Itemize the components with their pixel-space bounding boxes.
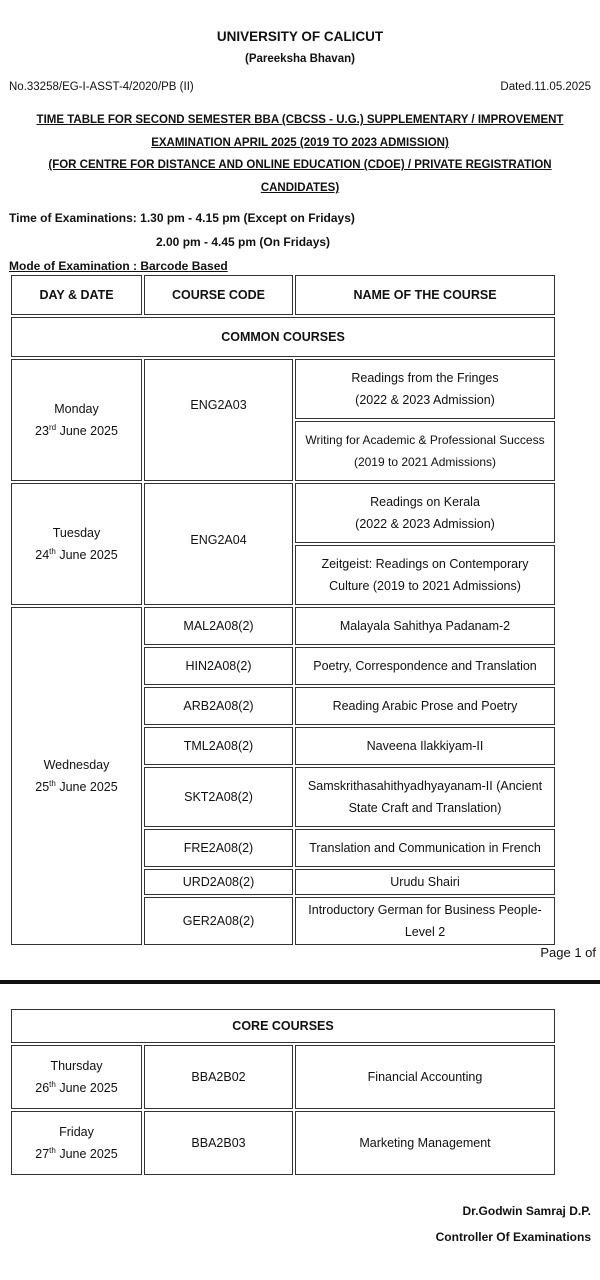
monday-course-code: ENG2A03: [144, 359, 293, 481]
timetable-page-1: [9, 273, 557, 947]
friday-day: Friday: [59, 1125, 94, 1139]
friday-course-code: BBA2B03: [144, 1111, 293, 1175]
time-fridays: 2.00 pm - 4.45 pm (On Fridays): [156, 235, 331, 249]
monday-course-1: Readings from the Fringes (2022 & 2023 Admission): [295, 359, 555, 419]
friday-course-name: Marketing Management: [295, 1111, 555, 1175]
course-name-fre: Translation and Communication in French: [295, 829, 555, 867]
monday-date-cell: [11, 359, 142, 481]
title-line-4: CANDIDATES): [260, 182, 340, 194]
tuesday-date: 24th June 2025: [35, 546, 118, 562]
wednesday-day: Wednesday: [43, 758, 110, 772]
tuesday-course-code: ENG2A04: [144, 483, 293, 605]
wednesday-date: 25th June 2025: [35, 778, 118, 794]
friday-date: 27th June 2025: [35, 1145, 118, 1161]
course-name-skt: Samskrithasahithyadhyayanam-II (Ancient State Craft and Translation): [295, 767, 555, 827]
page-number: Page 1 of: [540, 945, 596, 960]
course-name-hin: Poetry, Correspondence and Translation: [295, 647, 555, 685]
time-label: Time of Examinations:: [9, 211, 137, 225]
course-name-ger: Introductory German for Business People- Level 2: [295, 897, 555, 945]
course-code-hin: HIN2A08(2): [144, 647, 293, 685]
tuesday-course-2: Zeitgeist: Readings on Contemporary Culture (2019 to 2021 Admissions): [295, 545, 555, 605]
course-code-fre: FRE2A08(2): [144, 829, 293, 867]
signatory-designation: Controller Of Examinations: [435, 1230, 591, 1244]
dated: Dated.11.05.2025: [500, 81, 591, 93]
office-name: (Pareeksha Bhavan): [245, 53, 355, 65]
time-info-line-1: [9, 211, 355, 225]
course-name-arb: Reading Arabic Prose and Poetry: [295, 687, 555, 725]
header-day-date: DAY & DATE: [11, 275, 142, 315]
signatory-name: Dr.Godwin Samraj D.P.: [462, 1204, 591, 1218]
monday-day: Monday: [54, 402, 99, 416]
title-line-2: EXAMINATION APRIL 2025 (2019 TO 2023 ADMISSION): [151, 137, 449, 149]
course-code-ger: GER2A08(2): [144, 897, 293, 945]
core-courses-heading: CORE COURSES: [11, 1009, 555, 1043]
title-line-3: (FOR CENTRE FOR DISTANCE AND ONLINE EDUCATION (CDOE) / PRIVATE REGISTRATION: [48, 159, 552, 171]
course-code-tml: TML2A08(2): [144, 727, 293, 765]
university-name: UNIVERSITY OF CALICUT: [216, 29, 384, 44]
thursday-course-code: BBA2B02: [144, 1045, 293, 1109]
reference-number: No.33258/EG-I-ASST-4/2020/PB (II): [9, 81, 194, 93]
exam-mode: Mode of Examination : Barcode Based: [9, 259, 228, 273]
course-name-mal: Malayala Sahithya Padanam-2: [295, 607, 555, 645]
time-weekdays: 1.30 pm - 4.15 pm (Except on Fridays): [140, 211, 355, 225]
course-code-arb: ARB2A08(2): [144, 687, 293, 725]
header-course-code: COURSE CODE: [144, 275, 293, 315]
tuesday-day: Tuesday: [52, 526, 101, 540]
title-line-1: TIME TABLE FOR SECOND SEMESTER BBA (CBCSS - U.G.) SUPPLEMENTARY / IMPROVEMENT: [36, 114, 564, 126]
header-course-name: NAME OF THE COURSE: [295, 275, 555, 315]
wednesday-date-cell: [11, 607, 142, 945]
page-break: [0, 980, 600, 984]
timetable-page-2: [9, 1007, 557, 1177]
thursday-course-name: Financial Accounting: [295, 1045, 555, 1109]
friday-date-cell: [11, 1111, 142, 1175]
common-courses-heading: COMMON COURSES: [11, 317, 555, 357]
course-name-tml: Naveena Ilakkiyam-II: [295, 727, 555, 765]
monday-course-2: Writing for Academic & Professional Success (2019 to 2021 Admissions): [295, 421, 555, 481]
course-code-skt: SKT2A08(2): [144, 767, 293, 827]
tuesday-date-cell: [11, 483, 142, 605]
course-name-urd: Urudu Shairi: [295, 869, 555, 895]
thursday-date-cell: [11, 1045, 142, 1109]
tuesday-course-1: Readings on Kerala (2022 & 2023 Admission): [295, 483, 555, 543]
thursday-day: Thursday: [50, 1059, 103, 1073]
thursday-date: 26th June 2025: [35, 1079, 118, 1095]
course-code-mal: MAL2A08(2): [144, 607, 293, 645]
course-code-urd: URD2A08(2): [144, 869, 293, 895]
monday-date: 23rd June 2025: [35, 422, 118, 438]
